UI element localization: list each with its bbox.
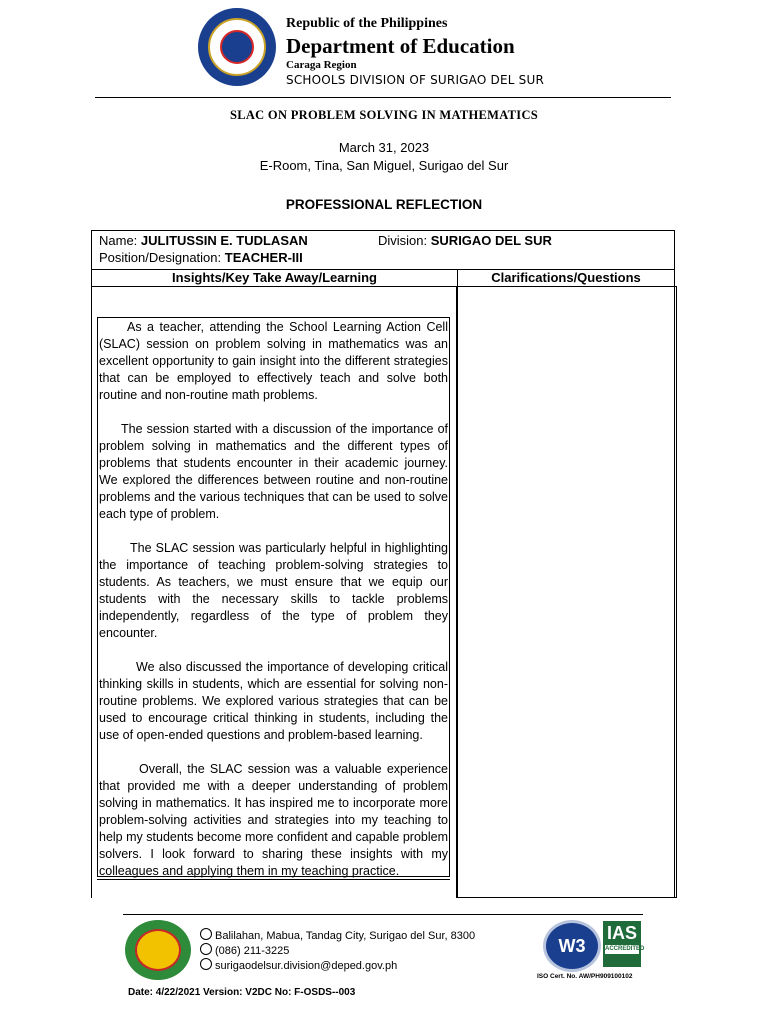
column-header-questions: Clarifications/Questions — [457, 269, 674, 287]
questions-box — [456, 286, 677, 898]
acs-badge-logo — [543, 920, 601, 972]
footer-divider — [123, 914, 643, 915]
division-value: SURIGAO DEL SUR — [430, 233, 552, 248]
acs-badge-text: W3 — [558, 935, 586, 956]
location-icon — [200, 928, 212, 940]
reflection-paragraph: As a teacher, attending the School Learning Action Cell (SLAC) session on problem solving in mathematics was an excellent opportunity to gain insight into the different strategies that can be employed to effectively teach and solve both routine and non-routine math problems. — [99, 320, 448, 402]
ias-badge-logo — [603, 921, 645, 967]
name-label: Name: — [99, 233, 138, 248]
event-date: March 31, 2023 — [338, 140, 430, 155]
email-icon — [200, 958, 212, 970]
position-label: Position/Designation: — [99, 250, 222, 265]
ias-badge-text: IAS — [606, 923, 637, 943]
footer-address-line — [200, 928, 475, 942]
text-box-underline — [97, 879, 450, 880]
footer-phone-line — [200, 943, 289, 957]
header-divider — [95, 97, 671, 98]
position-field — [99, 250, 303, 265]
division-logo — [125, 920, 191, 980]
header-region: Caraga Region — [286, 59, 357, 71]
reflection-paragraph: Overall, the SLAC session was a valuable experience that provided me with a deeper understanding of problem solving in mathematics. It has inspired me to incorporate more problem-solving activities and strategies into my teaching to help my students become more confident and capable problem solvers. I look forward to sharing these insights with my colleagues and applying them in my teaching practice. — [99, 762, 448, 878]
name-field — [99, 233, 308, 248]
column-header-insights: Insights/Key Take Away/Learning — [92, 269, 457, 287]
header-republic: Republic of the Philippines — [286, 16, 448, 31]
footer-phone: (086) 211-3225 — [215, 945, 290, 957]
footer-email-line — [200, 958, 397, 972]
phone-icon — [200, 943, 212, 955]
event-title: SLAC ON PROBLEM SOLVING IN MATHEMATICS — [229, 108, 539, 122]
name-value: JULITUSSIN E. TUDLASAN — [140, 233, 308, 248]
reflection-paragraph: The session started with a discussion of the importance of problem solving in mathematics and the different types of problems that students encounter in their academic journey. We explored the differences between routine and non-routine problems and the various techniques that can be used to solve each type of problem. — [99, 422, 448, 521]
footer-email: surigaodelsur.division@deped.gov.ph — [215, 960, 398, 972]
form-code: Date: 4/22/2021 Version: V2DC No: F-OSDS--003 — [128, 987, 356, 998]
header-department: Department of Education — [286, 34, 515, 58]
reflection-paragraph: We also discussed the importance of developing critical thinking skills in students, which are essential for solving non-routine problems. We explored various strategies that can be used to encourage critical thinking in students, including the use of open-ended questions and problem-based learning. — [99, 660, 448, 742]
footer-address: Balilahan, Mabua, Tandag City, Surigao del Sur, 8300 — [215, 930, 476, 942]
info-row — [92, 231, 674, 270]
division-label: Division: — [378, 233, 428, 248]
position-value: TEACHER-III — [224, 250, 303, 265]
reflection-paragraph: The SLAC session was particularly helpful in highlighting the importance of teaching problem-solving strategies to students. As teachers, we must ensure that we equip our students with the necessary skills to tackle problems independently, regardless of the type of problem they encounter. — [99, 541, 448, 640]
event-venue: E-Room, Tina, San Miguel, Surigao del Sur — [259, 158, 509, 173]
header-division: SCHOOLS DIVISION OF SURIGAO DEL SUR — [286, 73, 545, 87]
division-field — [378, 233, 552, 248]
deped-seal-logo — [198, 8, 276, 86]
section-title: PROFESSIONAL REFLECTION — [285, 197, 483, 212]
iso-cert-number: ISO Cert. No. AW/PH909100102 — [537, 973, 633, 980]
insights-text-box — [97, 317, 450, 877]
ias-badge-subtext: ACCREDITED — [605, 946, 645, 952]
